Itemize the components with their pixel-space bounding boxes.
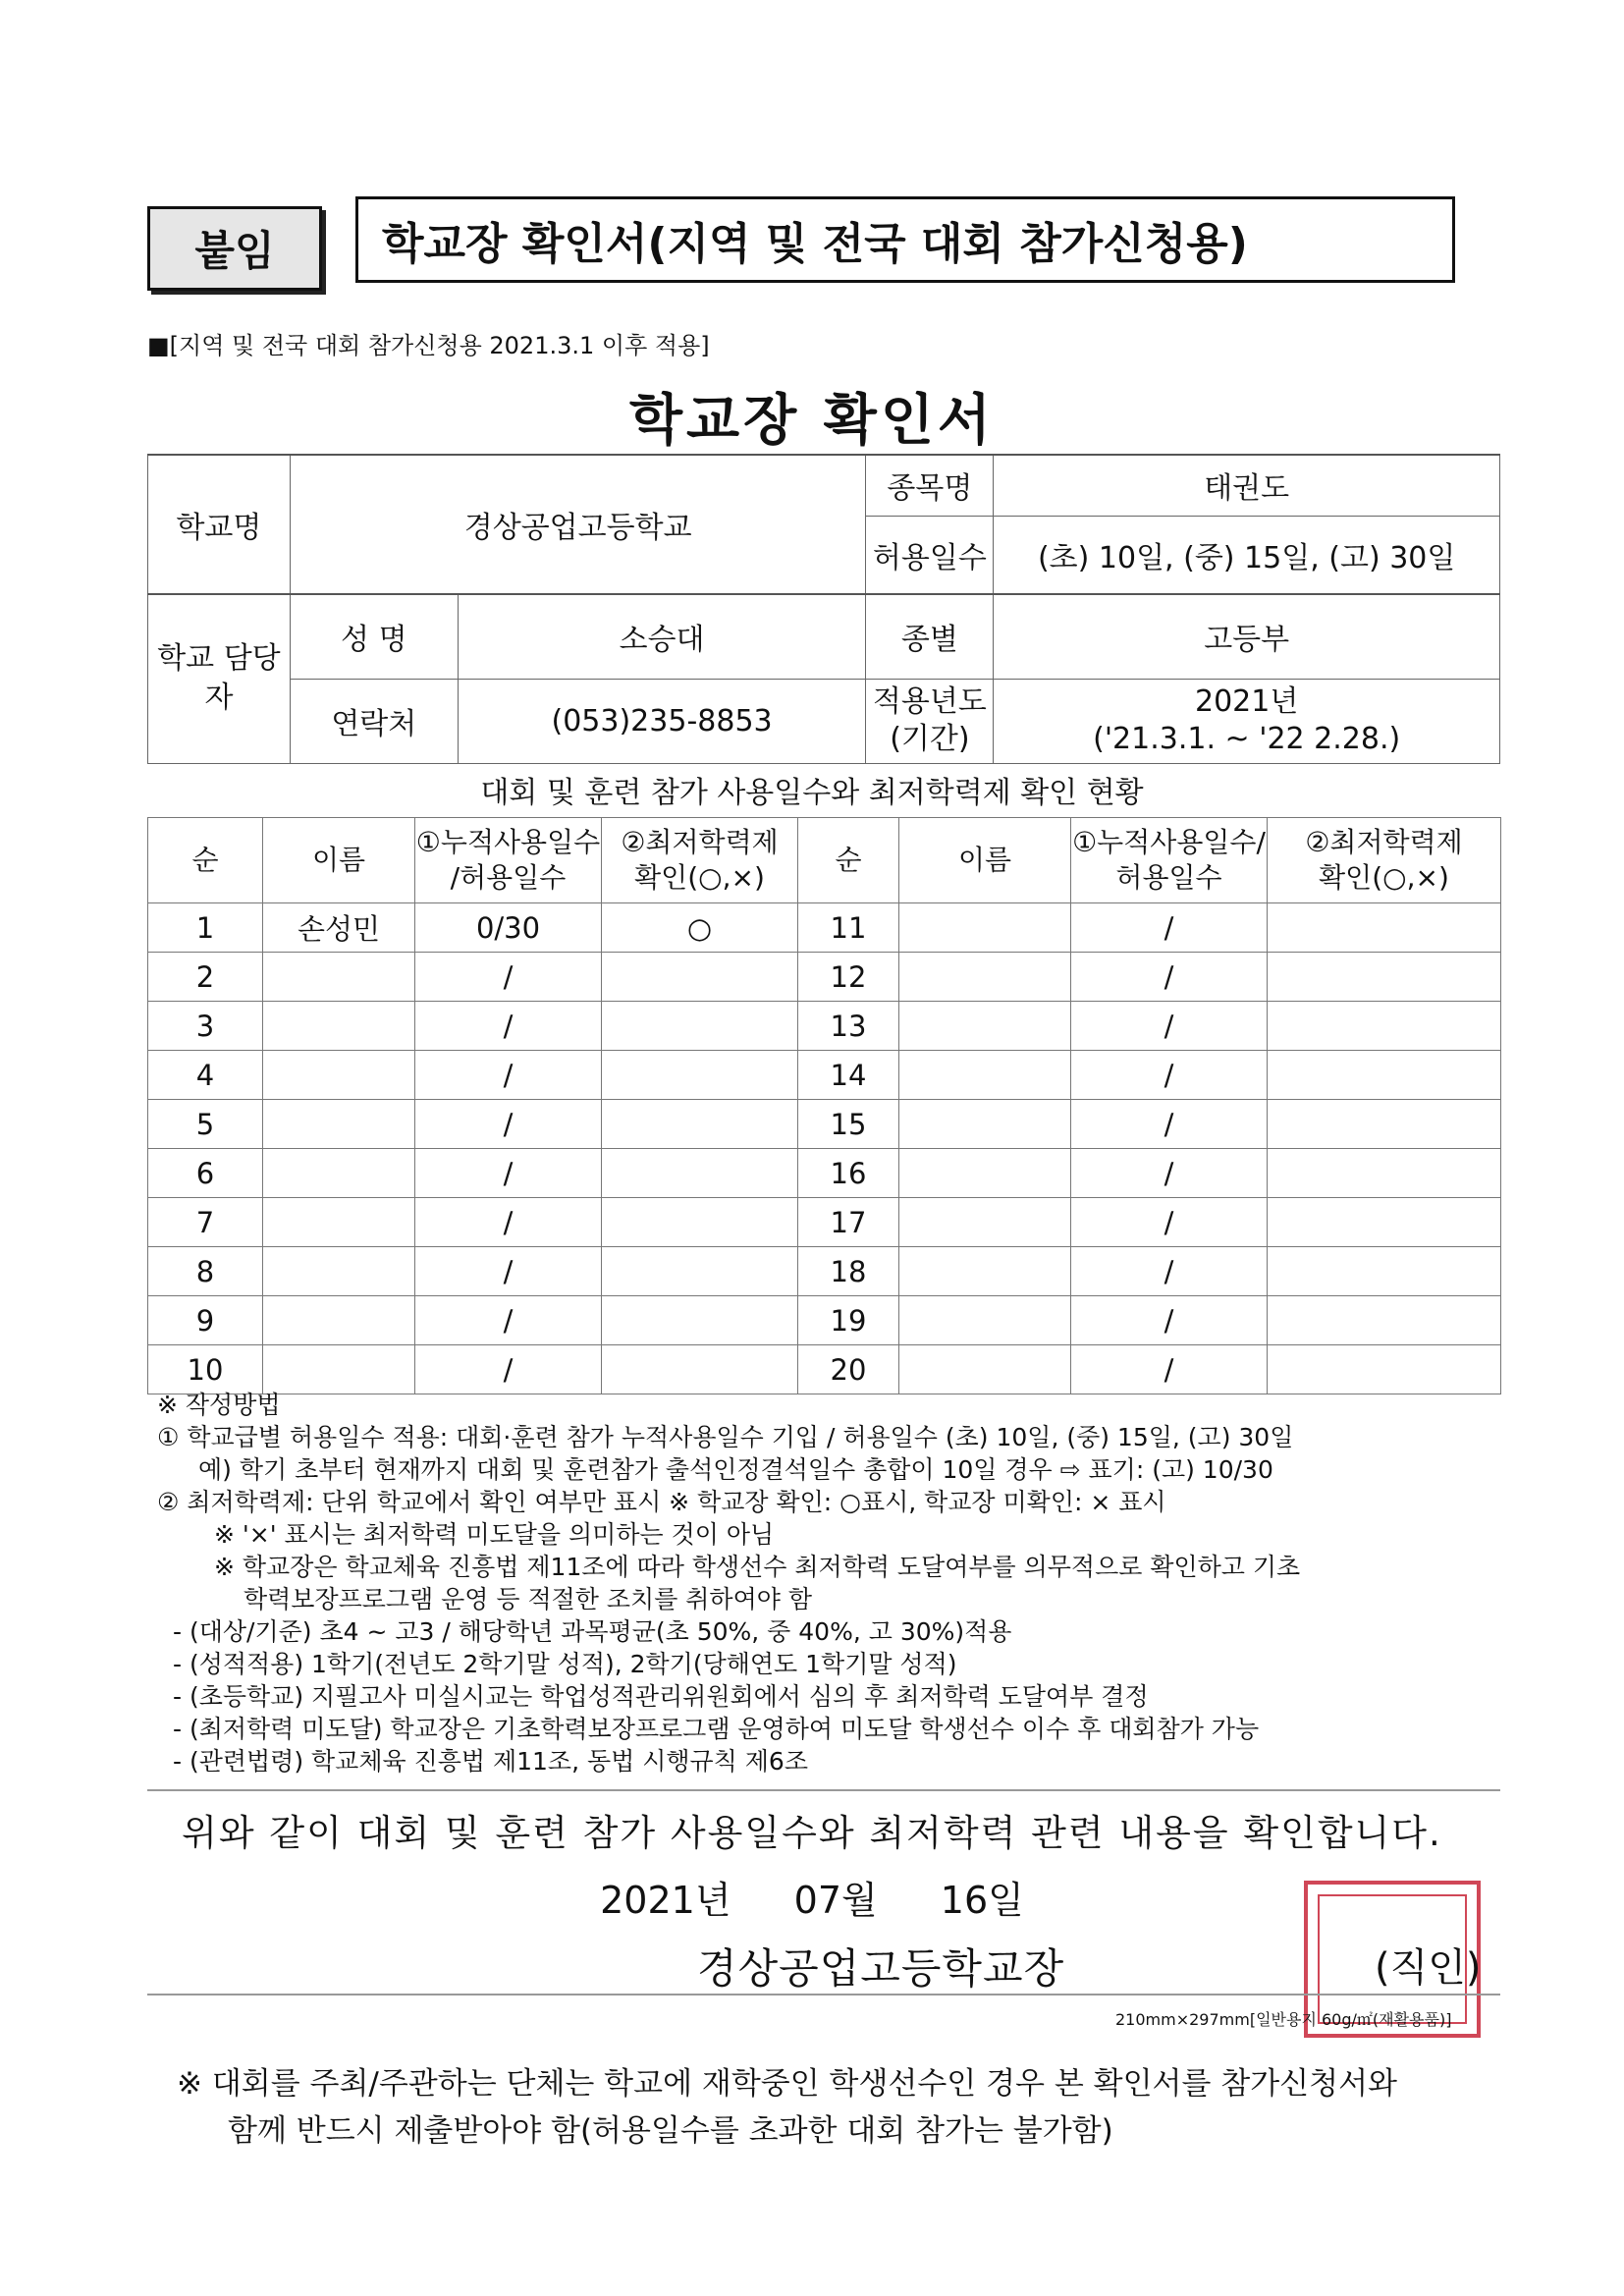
student-name [263,1198,415,1247]
usage-section-title: 대회 및 훈련 참가 사용일수와 최저학력제 확인 현황 [480,776,1144,810]
period-value: ('21.3.1. ~ '22 2.28.) [1093,722,1401,756]
event-label: 종목명 [866,455,994,516]
date-month: 07월 [793,1879,878,1922]
note-line: - (최저학력 미도달) 학교장은 기초학력보장프로그램 운영하여 미도달 학생선수 이수 후 대회참가 가능 [173,1715,1260,1743]
table-row [148,1198,1501,1247]
col-days-line1: ①누적사용일수 [415,826,601,858]
footer-note [177,2060,1532,2155]
min-academic-check-right [1268,1149,1501,1198]
min-academic-check-right [1268,1345,1501,1394]
table-row [148,1002,1501,1051]
col-days-right-line2: 허용일수 [1115,861,1222,894]
year-value: 2021년 [1195,684,1299,719]
student-name [263,953,415,1002]
student-name-right [899,953,1071,1002]
student-name-right [899,903,1071,953]
days-used-right: / [1071,1247,1268,1296]
table-row [148,1100,1501,1149]
row-number-right: 17 [798,1198,899,1247]
student-name [263,1296,415,1345]
days-used: / [415,1051,602,1100]
col-min-line1: ②최저학력제 [621,826,779,858]
instructions [157,1389,1512,1777]
days-used: / [415,1002,602,1051]
table-row [148,953,1501,1002]
days-used-right: / [1071,1198,1268,1247]
contact-name-value: 소승대 [458,594,866,679]
event-value: 태권도 [994,455,1500,516]
student-name-right [899,1247,1071,1296]
min-academic-check [602,1247,798,1296]
table-row [148,1149,1501,1198]
divider [147,1789,1500,1791]
days-used: / [415,953,602,1002]
year-cell [994,679,1500,763]
year-label: 적용년도 (기간) [866,679,994,763]
days-used-right: / [1071,1051,1268,1100]
table-row [148,1345,1501,1394]
school-name-label: 학교명 [148,455,291,594]
note-line: ① 학교급별 허용일수 적용: 대회·훈련 참가 누적사용일수 기입 / 허용일수 (초) 10일, (중) 15일, (고) 30일 [157,1423,1294,1451]
days-used-right: / [1071,1345,1268,1394]
col-min-right [1268,818,1501,903]
footer-line-2: 함께 반드시 제출받아야 함(허용일수를 초과한 대회 참가는 불가함) [228,2113,1113,2149]
days-used-right: / [1071,1296,1268,1345]
category-value: 고등부 [994,594,1500,679]
allow-days-label: 허용일수 [866,516,994,594]
row-number-right: 19 [798,1296,899,1345]
note-heading: ※ 작성방법 [157,1391,281,1419]
days-used-right: / [1071,953,1268,1002]
days-used-right: / [1071,1002,1268,1051]
usage-rows [148,903,1501,1394]
note-line: 예) 학기 초부터 현재까지 대회 및 훈련참가 출석인정결석일수 총합이 10일 경우 ⇨ 표기: (고) 10/30 [198,1455,1273,1484]
phone-label: 연락처 [290,679,458,763]
days-used: / [415,1247,602,1296]
contact-label: 학교 담당자 [148,594,291,763]
student-name-right [899,1345,1071,1394]
min-academic-check [602,1100,798,1149]
row-number: 8 [148,1247,263,1296]
row-number: 3 [148,1002,263,1051]
student-name: 손성민 [263,903,415,953]
days-used: 0/30 [415,903,602,953]
student-name-right [899,1100,1071,1149]
note-line: 학력보장프로그램 운영 등 적절한 조치를 취하여야 함 [244,1585,812,1613]
divider [147,1994,1500,1995]
col-min-right-line1: ②최저학력제 [1305,826,1463,858]
principal-name: 경상공업고등학교장 [697,1944,1065,1993]
col-no: 순 [148,818,263,903]
col-days [415,818,602,903]
row-number-right: 14 [798,1051,899,1100]
school-info-table [147,454,1500,764]
footer-line-1: ※ 대회를 주최/주관하는 단체는 학교에 재학중인 학생선수인 경우 본 확인서를 참가신청서와 [177,2066,1397,2102]
note-line: - (초등학교) 지필고사 미실시교는 학업성적관리위원회에서 심의 후 최저학력 도달여부 결정 [173,1682,1149,1711]
col-days-right-line1: ①누적사용일수/ [1072,826,1266,858]
student-name [263,1051,415,1100]
main-title: 학교장 확인서 [628,389,996,453]
note-line: ② 최저학력제: 단위 학교에서 확인 여부만 표시 ※ 학교장 확인: ○표시, 학교장 미확인: × 표시 [157,1488,1166,1516]
min-academic-check [602,1345,798,1394]
seal-label: (직인) [1375,1945,1482,1991]
confirm-statement: 위와 같이 대회 및 훈련 참가 사용일수와 최저학력 관련 내용을 확인합니다. [182,1812,1442,1854]
contact-name-label: 성 명 [290,594,458,679]
attachment-tag: 붙임 [147,206,322,291]
row-number: 9 [148,1296,263,1345]
min-academic-check-right [1268,1198,1501,1247]
min-academic-check-right [1268,1296,1501,1345]
row-number: 6 [148,1149,263,1198]
col-no-right: 순 [798,818,899,903]
student-name [263,1345,415,1394]
student-name-right [899,1002,1071,1051]
paper-spec: 210mm×297mm[일반용지 60g/㎡(재활용품)] [1115,2010,1452,2029]
note-line: - (관련법령) 학교체육 진흥법 제11조, 동법 시행규칙 제6조 [173,1747,808,1776]
row-number-right: 11 [798,903,899,953]
min-academic-check-right [1268,1051,1501,1100]
applies-note: ■[지역 및 전국 대회 참가신청용 2021.3.1 이후 적용] [147,332,710,359]
min-academic-check-right [1268,903,1501,953]
col-min-line2: 확인(○,×) [634,861,765,894]
row-number-right: 18 [798,1247,899,1296]
usage-table [147,817,1501,1394]
col-days-line2: /허용일수 [450,861,567,894]
row-number-right: 16 [798,1149,899,1198]
row-number: 5 [148,1100,263,1149]
col-name-right: 이름 [899,818,1071,903]
min-academic-check-right [1268,1247,1501,1296]
student-name [263,1100,415,1149]
student-name-right [899,1198,1071,1247]
student-name-right [899,1051,1071,1100]
min-academic-check [602,1296,798,1345]
phone-value: (053)235-8853 [458,679,866,763]
row-number-right: 20 [798,1345,899,1394]
min-academic-check-right [1268,1002,1501,1051]
student-name [263,1149,415,1198]
row-number: 4 [148,1051,263,1100]
days-used-right: / [1071,903,1268,953]
min-academic-check [602,953,798,1002]
document-title-box: 학교장 확인서(지역 및 전국 대회 참가신청용) [355,196,1455,283]
days-used: / [415,1100,602,1149]
col-name: 이름 [263,818,415,903]
col-days-right [1071,818,1268,903]
note-line: - (대상/기준) 초4 ~ 고3 / 해당학년 과목평균(초 50%, 중 40%, 고 30%)적용 [173,1617,1012,1646]
row-number: 1 [148,903,263,953]
days-used-right: / [1071,1149,1268,1198]
row-number-right: 13 [798,1002,899,1051]
row-number: 7 [148,1198,263,1247]
min-academic-check [602,1051,798,1100]
school-name-value: 경상공업고등학교 [290,455,866,594]
note-line: ※ 학교장은 학교체육 진흥법 제11조에 따라 학생선수 최저학력 도달여부를 의무적으로 확인하고 기초 [214,1553,1301,1581]
table-row [148,1247,1501,1296]
min-academic-check [602,1149,798,1198]
days-used: / [415,1345,602,1394]
student-name-right [899,1296,1071,1345]
min-academic-check-right [1268,1100,1501,1149]
days-used: / [415,1296,602,1345]
row-number: 2 [148,953,263,1002]
days-used: / [415,1149,602,1198]
col-min [602,818,798,903]
note-line: - (성적적용) 1학기(전년도 2학기말 성적), 2학기(당해연도 1학기말 성적) [173,1650,957,1678]
min-academic-check [602,1198,798,1247]
table-row [148,1051,1501,1100]
row-number: 10 [148,1345,263,1394]
row-number-right: 12 [798,953,899,1002]
min-academic-check: ○ [602,903,798,953]
table-row [148,903,1501,953]
table-row [148,1296,1501,1345]
student-name-right [899,1149,1071,1198]
row-number-right: 15 [798,1100,899,1149]
category-label: 종별 [866,594,994,679]
student-name [263,1002,415,1051]
date-day: 16일 [940,1879,1024,1922]
student-name [263,1247,415,1296]
days-used-right: / [1071,1100,1268,1149]
note-line: ※ '×' 표시는 최저학력 미도달을 의미하는 것이 아님 [214,1520,775,1549]
col-min-right-line2: 확인(○,×) [1319,861,1449,894]
days-used: / [415,1198,602,1247]
min-academic-check [602,1002,798,1051]
allow-days-value: (초) 10일, (중) 15일, (고) 30일 [994,516,1500,594]
min-academic-check-right [1268,953,1501,1002]
date-year: 2021년 [600,1879,731,1922]
